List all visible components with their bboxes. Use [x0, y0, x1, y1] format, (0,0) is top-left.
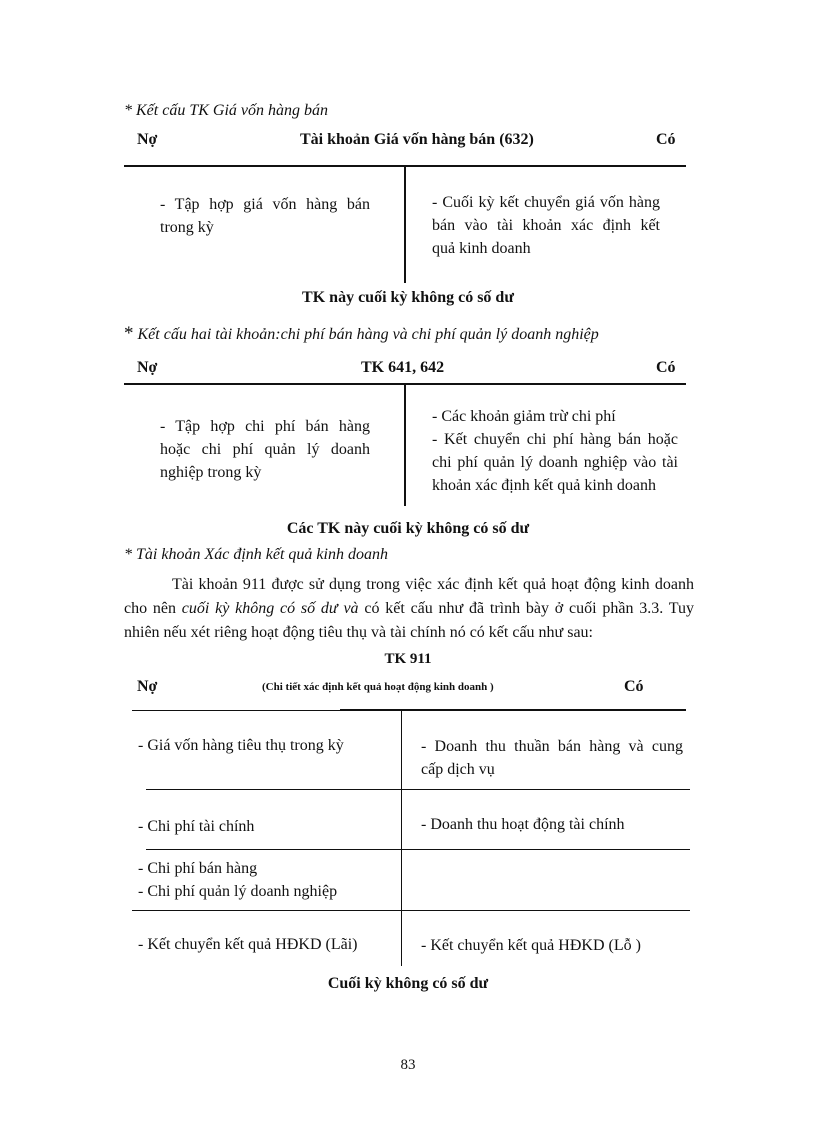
section3-row2-right: - Doanh thu hoạt động tài chính — [421, 816, 625, 833]
section3-row3-left — [138, 857, 337, 903]
section3-footer: Cuối kỳ không có số dư — [327, 975, 489, 992]
section2-left-line: nghiệp trong kỳ — [160, 464, 262, 481]
section1-right-line: bán vào tài khoản xác định kết — [432, 217, 660, 234]
section2-title: TK 641, 642 — [361, 359, 445, 376]
section1-t-account-divider — [404, 166, 406, 283]
section3-subtitle: (Chi tiết xác định kết quả hoạt động kinh doanh ) — [262, 681, 494, 693]
section3-t-account-divider — [401, 710, 402, 966]
section1-left-line: - Tập hợp giá vốn hàng bán — [160, 196, 370, 213]
section1-debit-label: Nợ — [137, 131, 158, 148]
section3-row4-right: - Kết chuyển kết quả HĐKD (Lỗ ) — [421, 937, 641, 954]
section3-row-rule — [146, 849, 690, 850]
section3-row3-left-line: - Chi phí quản lý doanh nghiệp — [138, 883, 338, 900]
section2-t-account-divider — [404, 384, 406, 506]
section3-row-rule — [132, 910, 690, 911]
page-number: 83 — [400, 1057, 416, 1073]
section1-right-line: - Cuối kỳ kết chuyển giá vốn hàng — [432, 194, 660, 211]
section3-credit-label: Có — [624, 678, 644, 695]
section2-left-line: - Tập hợp chi phí bán hàng — [160, 418, 370, 435]
section2-footer: Các TK này cuối kỳ không có số dư — [286, 520, 530, 537]
section2-right-line: khoản xác định kết quả kinh doanh — [432, 477, 656, 494]
section3-row1-left: - Giá vốn hàng tiêu thụ trong kỳ — [138, 737, 344, 754]
section3-row1-right — [421, 735, 683, 781]
section2-heading-star: * — [124, 323, 134, 344]
section3-row4-left: - Kết chuyển kết quả HĐKD (Lãi) — [138, 936, 358, 953]
section3-heading: * Tài khoản Xác định kết quả kinh doanh — [124, 546, 388, 563]
section1-heading: * Kết cấu TK Giá vốn hàng bán — [124, 102, 328, 119]
section2-right-line: - Các khoản giảm trừ chi phí — [432, 408, 616, 425]
section3-row3-left-line: - Chi phí bán hàng — [138, 860, 258, 877]
section3-title: TK 911 — [384, 651, 432, 667]
section3-row2-left: - Chi phí tài chính — [138, 818, 255, 835]
section1-debit-entries — [160, 193, 370, 239]
section1-credit-label: Có — [656, 131, 676, 148]
section3-row1-right-line: - Doanh thu thuần bán hàng và cung — [421, 738, 683, 755]
section1-title: Tài khoản Giá vốn hàng bán (632) — [300, 131, 534, 148]
section3-para-segment: cho nên — [124, 600, 182, 617]
section2-right-line: chi phí quản lý doanh nghiệp vào tài — [432, 454, 678, 471]
section3-debit-label: Nợ — [137, 678, 158, 695]
section2-heading-text: Kết cấu hai tài khoản:chi phí bán hàng và chi phí quản lý doanh nghiệp — [137, 326, 599, 343]
section3-para-line: nhiên nếu xét riêng hoạt động tiêu thụ và tài chính nó có kết cấu như sau: — [124, 624, 593, 641]
section2-credit-label: Có — [656, 359, 676, 376]
section3-para-line: Tài khoản 911 được sử dụng trong việc xác định kết quả hoạt động kinh doanh — [172, 576, 694, 593]
section2-left-line: hoặc chi phí quản lý doanh — [160, 441, 370, 458]
section2-debit-entries — [160, 415, 370, 484]
section3-para-line — [124, 597, 694, 621]
section2-credit-entries — [432, 405, 678, 497]
section3-para-italic: cuối kỳ không có số dư và — [181, 600, 359, 617]
section1-right-line: quả kinh doanh — [432, 240, 531, 257]
section3-top-rule-left — [132, 710, 340, 711]
section1-credit-entries — [432, 191, 660, 260]
section3-para-segment: có kết cấu như đã trình bày ở cuối phần 3.3. Tuy — [358, 600, 695, 617]
section3-top-rule — [340, 709, 686, 711]
section3-row1-right-line: cấp dịch vụ — [421, 761, 495, 778]
section3-row-rule — [146, 789, 690, 790]
section1-footer: TK này cuối kỳ không có số dư — [302, 289, 514, 306]
section3-paragraph — [124, 573, 694, 645]
section1-left-line: trong kỳ — [160, 219, 214, 236]
section2-heading — [124, 323, 599, 345]
section2-debit-label: Nợ — [137, 359, 158, 376]
section2-right-line: - Kết chuyển chi phí hàng bán hoặc — [432, 431, 678, 448]
